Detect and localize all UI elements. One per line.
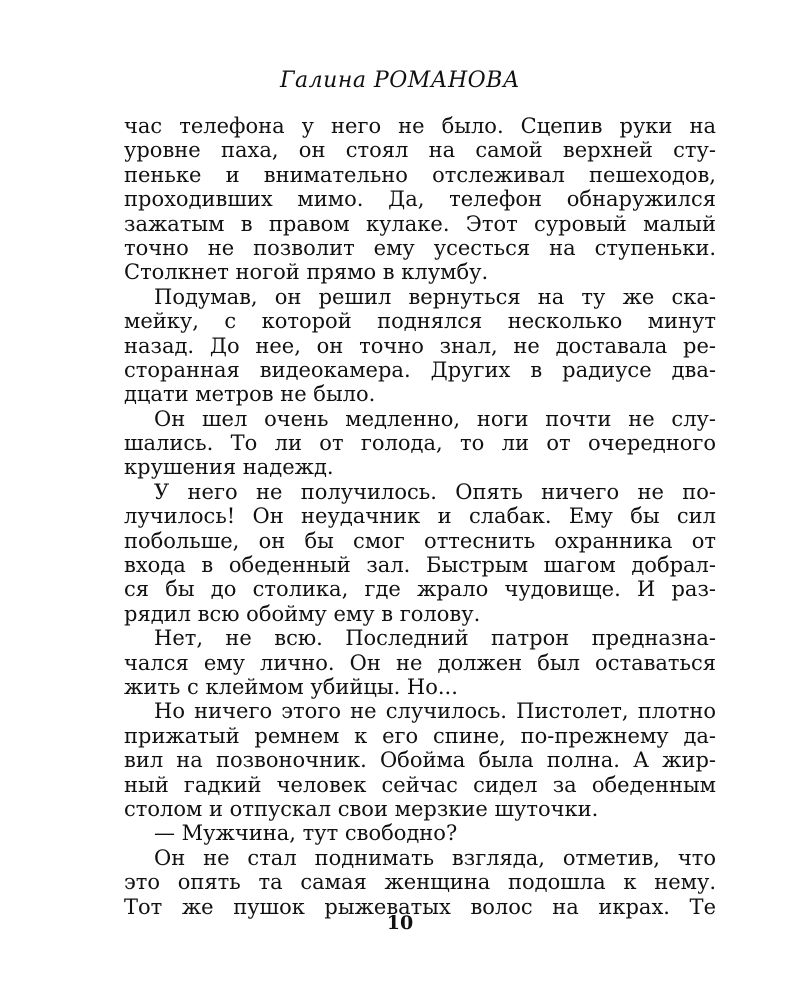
text-line: шались. То ли от голода, то ли от очередного: [124, 431, 716, 456]
paragraph: [124, 407, 716, 480]
paragraph: [124, 846, 716, 919]
text-line: уровне паха, он стоял на самой верхней сту-: [124, 138, 716, 163]
page-number: 10: [386, 912, 414, 934]
text-line: побольше, он бы смог оттеснить охранника от: [124, 528, 716, 553]
text-line: вил на позвоночник. Обойма была полна. А жир-: [124, 748, 716, 773]
text-line: Он не стал поднимать взгляда, отметив, что: [154, 845, 716, 870]
text-line: Столкнет ногой прямо в клумбу.: [124, 260, 489, 285]
text-line: ный гадкий человек сейчас сидел за обеденным: [124, 772, 716, 797]
text-line: входа в обеденный зал. Быстрым шагом добрал-: [124, 553, 716, 578]
text-line: лучилось! Он неудачник и слабак. Ему бы сил: [124, 504, 716, 529]
body-text: [124, 114, 716, 919]
text-line: ся бы до столика, где жрало чудовище. И раз-: [124, 577, 716, 602]
text-line: рядил всю обойму ему в голову.: [124, 601, 481, 626]
paragraph: [124, 114, 716, 285]
text-line: проходивших мимо. Да, телефон обнаружился: [124, 187, 716, 212]
text-line: прижатый ремнем к его спине, по-прежнему да-: [124, 723, 716, 748]
text-line: Подумав, он решил вернуться на ту же ска-: [154, 284, 716, 309]
text-line: точно не позволит ему усесться на ступеньки.: [124, 235, 716, 260]
text-line: зажатым в правом кулаке. Этот суровый малый: [124, 211, 716, 236]
text-line: Но ничего этого не случилось. Пистолет, плотно: [154, 699, 716, 724]
text-line: сторанная видеокамера. Других в радиусе два-: [124, 357, 716, 382]
paragraph: [124, 626, 716, 699]
paragraph: [124, 699, 716, 821]
text-line: У него не получилось. Опять ничего не по-: [154, 479, 716, 504]
text-line: жить с клеймом убийцы. Но...: [124, 674, 458, 699]
text-line: мейку, с которой поднялся несколько минут: [124, 309, 716, 334]
paragraph: [124, 285, 716, 407]
text-line: дцати метров не было.: [124, 382, 376, 407]
running-head: Галина РОМАНОВА: [279, 68, 521, 93]
text-line: столом и отпускал свои мерзкие шуточки.: [124, 796, 599, 821]
text-line: крушения надежд.: [124, 455, 334, 480]
text-line: это опять та самая женщина подошла к нему.: [124, 870, 716, 895]
text-line: пеньке и внимательно отслеживал пешеходов,: [124, 162, 716, 187]
text-line: Тот же пушок рыжеватых волос на икрах. Те: [124, 894, 716, 919]
text-line: Нет, не всю. Последний патрон предназна-: [154, 626, 716, 651]
paragraph: [124, 480, 716, 626]
text-line: — Мужчина, тут свободно?: [154, 821, 458, 846]
text-line: Он шел очень медленно, ноги почти не слу-: [154, 406, 716, 431]
text-line: чался ему лично. Он не должен был оставаться: [124, 650, 716, 675]
text-line: час телефона у него не было. Сцепив руки на: [124, 114, 716, 138]
text-line: назад. До нее, он точно знал, не доставала ре-: [124, 333, 716, 358]
paragraph: [124, 821, 716, 845]
